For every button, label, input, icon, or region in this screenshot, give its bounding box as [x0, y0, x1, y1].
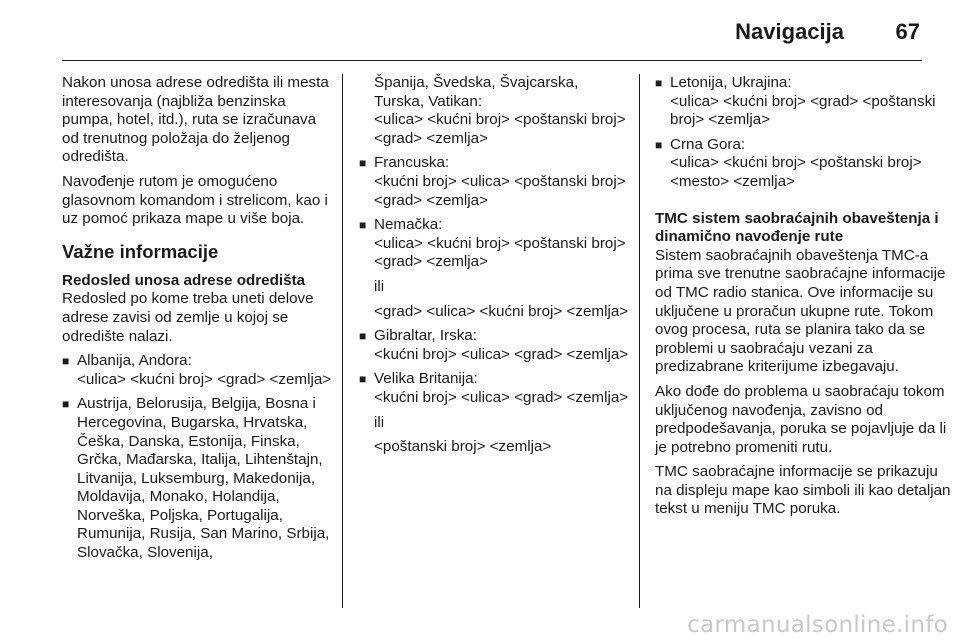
or-separator: ili	[374, 413, 385, 431]
column-divider-2	[639, 74, 640, 608]
or-separator: ili	[374, 277, 385, 295]
country-list: Albanija, Andora:	[77, 352, 192, 370]
page-title: Navigacija	[735, 19, 844, 44]
address-format: <ulica> <kućni broj> <poštanski broj> <grad> <zemlja>	[374, 234, 626, 271]
column-divider-1	[342, 74, 343, 608]
address-format-alt: <poštanski broj> <zemlja>	[374, 438, 552, 456]
column-2	[359, 74, 629, 463]
address-format: <kućni broj> <ulica> <poštanski broj> <grad> <zemlja>	[374, 172, 626, 209]
tmc-paragraph-2: Ako dođe do problema u saobraćaju tokom uključenog navođenja, zavisno od predpodešavanja, poruka se pojavljuje da li je potrebno promeniti rutu.	[655, 382, 947, 456]
intro-paragraph-2: Navođenje rutom je omogućeno glasovnom komandom i strelicom, kao i uz pomoć prikaza mape u više boja.	[62, 172, 328, 228]
address-format-alt: <grad> <ulica> <kućni broj> <zemlja>	[374, 302, 629, 320]
country-list: Nemačka:	[374, 216, 443, 234]
list-item	[62, 395, 332, 562]
list-item	[359, 327, 629, 364]
column-3	[655, 74, 951, 525]
address-format: <ulica> <kućni broj> <poštanski broj> <grad> <zemlja>	[374, 111, 626, 147]
bullet-icon: ■	[655, 137, 663, 152]
bullet-icon: ■	[359, 218, 367, 233]
address-order-list	[655, 74, 951, 192]
country-list: Letonija, Ukrajina:	[670, 74, 792, 91]
bullet-icon: ■	[359, 329, 367, 344]
tmc-paragraph-3: TMC saobraćajne informacije se prikazuju na displeju mape kao simboli ili kao detaljan tekst u meniju TMC poruka.	[655, 463, 951, 518]
subheading: Redosled unosa adrese odredišta	[62, 271, 306, 289]
page-header	[0, 0, 960, 62]
section-heading: Važne informacije	[62, 240, 219, 262]
address-format: <ulica> <kućni broj> <grad> <poštanski broj> <zemlja>	[670, 92, 936, 129]
bullet-icon: ■	[62, 354, 70, 369]
address-format: <kućni broj> <ulica> <grad> <zemlja>	[374, 388, 629, 406]
tmc-paragraph-1: Sistem saobraćajnih obaveštenja TMC-a prima sve trenutne saobraćajne informacije od TMC radio stanica. Ove informacije su uključene u proračun ukupne rute. Tokom ovog procesa, ruta se planira tako da se problemi u saobraćaju vezani za predizabrane kriterijume izbegavaju.	[655, 246, 946, 376]
column-1	[62, 74, 332, 569]
address-format: <ulica> <kućni broj> <grad> <zemlja>	[77, 370, 332, 388]
list-item	[62, 352, 332, 389]
country-list: Velika Britanija:	[374, 370, 478, 388]
subheading-text: Redosled po kome treba uneti delove adrese zavisi od zemlje u kojoj se odredište nalazi.	[62, 290, 314, 345]
country-list: Crna Gora:	[670, 135, 746, 153]
list-item	[359, 216, 629, 321]
header-divider	[62, 60, 922, 61]
watermark: carmanualsonline.info	[687, 612, 948, 638]
list-item	[655, 136, 951, 192]
address-order-list	[62, 352, 332, 563]
list-item	[359, 370, 629, 456]
list-item	[655, 74, 951, 130]
intro-paragraph-1: Nakon unosa adrese odredišta ili mesta interesovanja (najbliža benzinska pumpa, hotel, itd.), ruta se izračunava od trenutnog položaja do željenog odredišta.	[62, 74, 329, 166]
address-format: <ulica> <kućni broj> <poštanski broj> <mesto> <zemlja>	[670, 154, 922, 190]
bullet-icon: ■	[655, 76, 663, 90]
page-number: 67	[895, 19, 920, 44]
address-format: <kućni broj> <ulica> <grad> <zemlja>	[374, 345, 629, 363]
list-item	[359, 154, 629, 210]
tmc-heading: TMC sistem saobraćajnih obaveštenja i dinamično navođenje rute	[655, 209, 939, 246]
address-order-list	[359, 74, 629, 457]
country-list: Španija, Švedska, Švajcarska, Turska, Vatikan:	[374, 74, 579, 110]
country-list: Francuska:	[374, 154, 450, 172]
list-item-continued	[359, 74, 629, 148]
country-list: Gibraltar, Irska:	[374, 327, 477, 345]
bullet-icon: ■	[62, 397, 70, 412]
country-list: Austrija, Belorusija, Belgija, Bosna i Hercegovina, Bugarska, Hrvatska, Češka, Danska, Estonija, Finska, Grčka, Mađarska, Italija, Lihtenštajn, Litvanija, Luksemburg, Makedonija, Moldavija, Monako, Holandija, Norveška, Poljska, Portugalija, Rumunija, Rusija, San Marino, Srbija, Slovačka, Slovenija,	[77, 395, 330, 562]
bullet-icon: ■	[359, 372, 367, 387]
bullet-icon: ■	[359, 156, 367, 171]
